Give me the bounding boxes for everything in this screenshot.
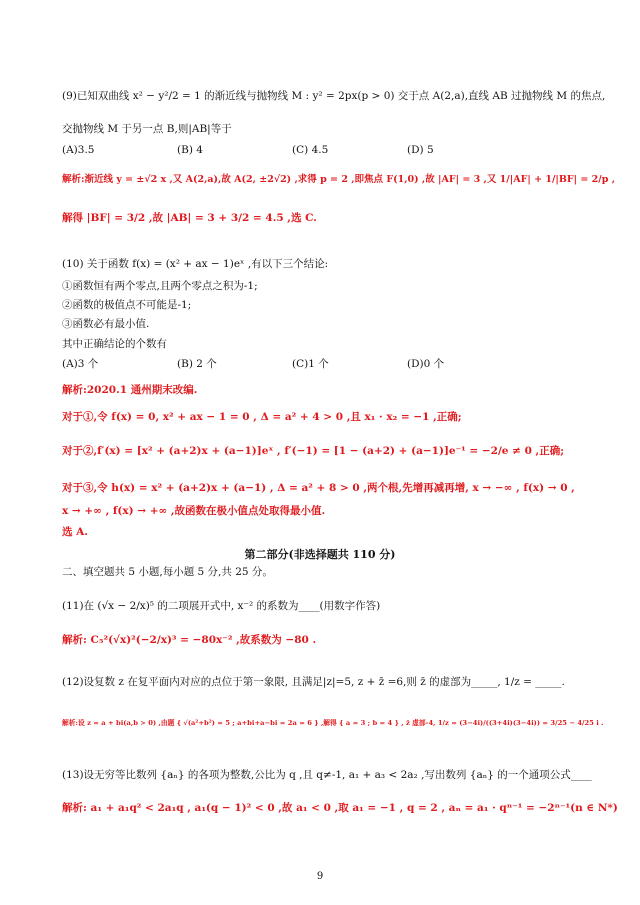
q9-option-a: (A)3.5 bbox=[62, 144, 95, 156]
q10-option-c: (C)1 个 bbox=[292, 358, 329, 370]
q9-option-b: (B) 4 bbox=[177, 144, 203, 156]
q10-step-3: 对于③,令 h(x) = x² + (a+2)x + (a−1) , Δ = a² + 8 > 0 ,两个根,先增再减再增, x → −∞ , f(x) → 0 , bbox=[62, 482, 575, 494]
q11-solution: 解析: C₅²(√x)²(−2/x)³ = −80x⁻² ,故系数为 −80 . bbox=[62, 634, 317, 646]
q10-step-4: x → +∞ , f(x) → +∞ ,故函数在极小值点处取得最小值. bbox=[62, 505, 326, 517]
q10-option-d: (D)0 个 bbox=[407, 358, 445, 370]
q9-solution-1: 解析:渐近线 y = ±√2 x ,又 A(2,a),故 A(2, ±2√2) ,求得 p = 2 ,即焦点 F(1,0) ,故 |AF| = 3 ,又 1/|AF| + 1/|BF| = 2/p , bbox=[62, 174, 616, 185]
q9-options bbox=[62, 142, 522, 158]
q10-step-1: 对于①,令 f(x) = 0, x² + ax − 1 = 0 , Δ = a² + 4 > 0 ,且 x₁ · x₂ = −1 ,正确; bbox=[62, 411, 462, 423]
q9-stem: (9)已知双曲线 x² − y²/2 = 1 的渐近线与抛物线 M : y² = 2px(p > 0) 交于点 A(2,a),直线 AB 过抛物线 M 的焦点, bbox=[62, 90, 606, 102]
q13-stem: (13)设无穷等比数列 {aₙ} 的各项为整数,公比为 q ,且 q≠-1, a₁ + a₃ < 2a₂ ,写出数列 {aₙ} 的一个通项公式____ bbox=[62, 769, 592, 781]
q10-answer: 选 A. bbox=[62, 526, 88, 538]
q10-question: 其中正确结论的个数有 bbox=[62, 338, 167, 350]
part2-header: 第二部分(非选择题共 110 分) bbox=[244, 548, 396, 561]
q9-option-d: (D) 5 bbox=[407, 144, 434, 156]
q13-solution: 解析: a₁ + a₁q² < 2a₁q , a₁(q − 1)² < 0 ,故 a₁ < 0 ,取 a₁ = −1 , q = 2 , aₙ = a₁ · qⁿ⁻¹ = −2ⁿ⁻¹(n ∈ N*) bbox=[62, 802, 618, 814]
page-number: 9 bbox=[316, 871, 324, 882]
q9-solution-2: 解得 |BF| = 3/2 ,故 |AB| = 3 + 3/2 = 4.5 ,选 C. bbox=[62, 212, 317, 224]
q9-stem-2: 交抛物线 M 于另一点 B,则|AB|等于 bbox=[62, 123, 232, 135]
part2-intro: 二、填空题共 5 小题,每小题 5 分,共 25 分。 bbox=[62, 566, 273, 578]
q10-option-a: (A)3 个 bbox=[62, 358, 99, 370]
q10-conclusion-2: ②函数的极值点不可能是-1; bbox=[62, 299, 192, 311]
q9-option-c: (C) 4.5 bbox=[292, 144, 329, 156]
q10-conclusion-1: ①函数恒有两个零点,且两个零点之积为-1; bbox=[62, 280, 258, 292]
q10-step-2: 对于②,f′(x) = [x² + (a+2)x + (a−1)]eˣ , f′(−1) = [1 − (a+2) + (a−1)]e⁻¹ = −2/e ≠ 0 ,正确; bbox=[62, 445, 565, 457]
q12-stem: (12)设复数 z 在复平面内对应的点位于第一象限, 且满足|z|=5, z + z̄ =6,则 z̄ 的虚部为_____, 1/z = _____. bbox=[62, 676, 565, 688]
q11-stem: (11)在 (√x − 2/x)⁵ 的二项展开式中, x⁻² 的系数为____(用数字作答) bbox=[62, 600, 381, 612]
q10-conclusion-3: ③函数必有最小值. bbox=[62, 318, 150, 330]
q12-solution: 解析:设 z = a + bi(a,b > 0) ,由题 { √(a²+b²) = 5 ; a+bi+a−bi = 2a = 6 } ,解得 { a = 3 ; b = 4 } , z̄ 虚部-4, 1/z = (3−4i)/((3+4i)(3−4i)) = 3/25 − 4/25 i . bbox=[62, 719, 604, 727]
q10-source: 解析:2020.1 通州期末改编. bbox=[62, 384, 198, 396]
q10-option-b: (B) 2 个 bbox=[177, 358, 217, 370]
q10-stem: (10) 关于函数 f(x) = (x² + ax − 1)eˣ ,有以下三个结论: bbox=[62, 258, 329, 270]
q10-options bbox=[62, 356, 522, 372]
